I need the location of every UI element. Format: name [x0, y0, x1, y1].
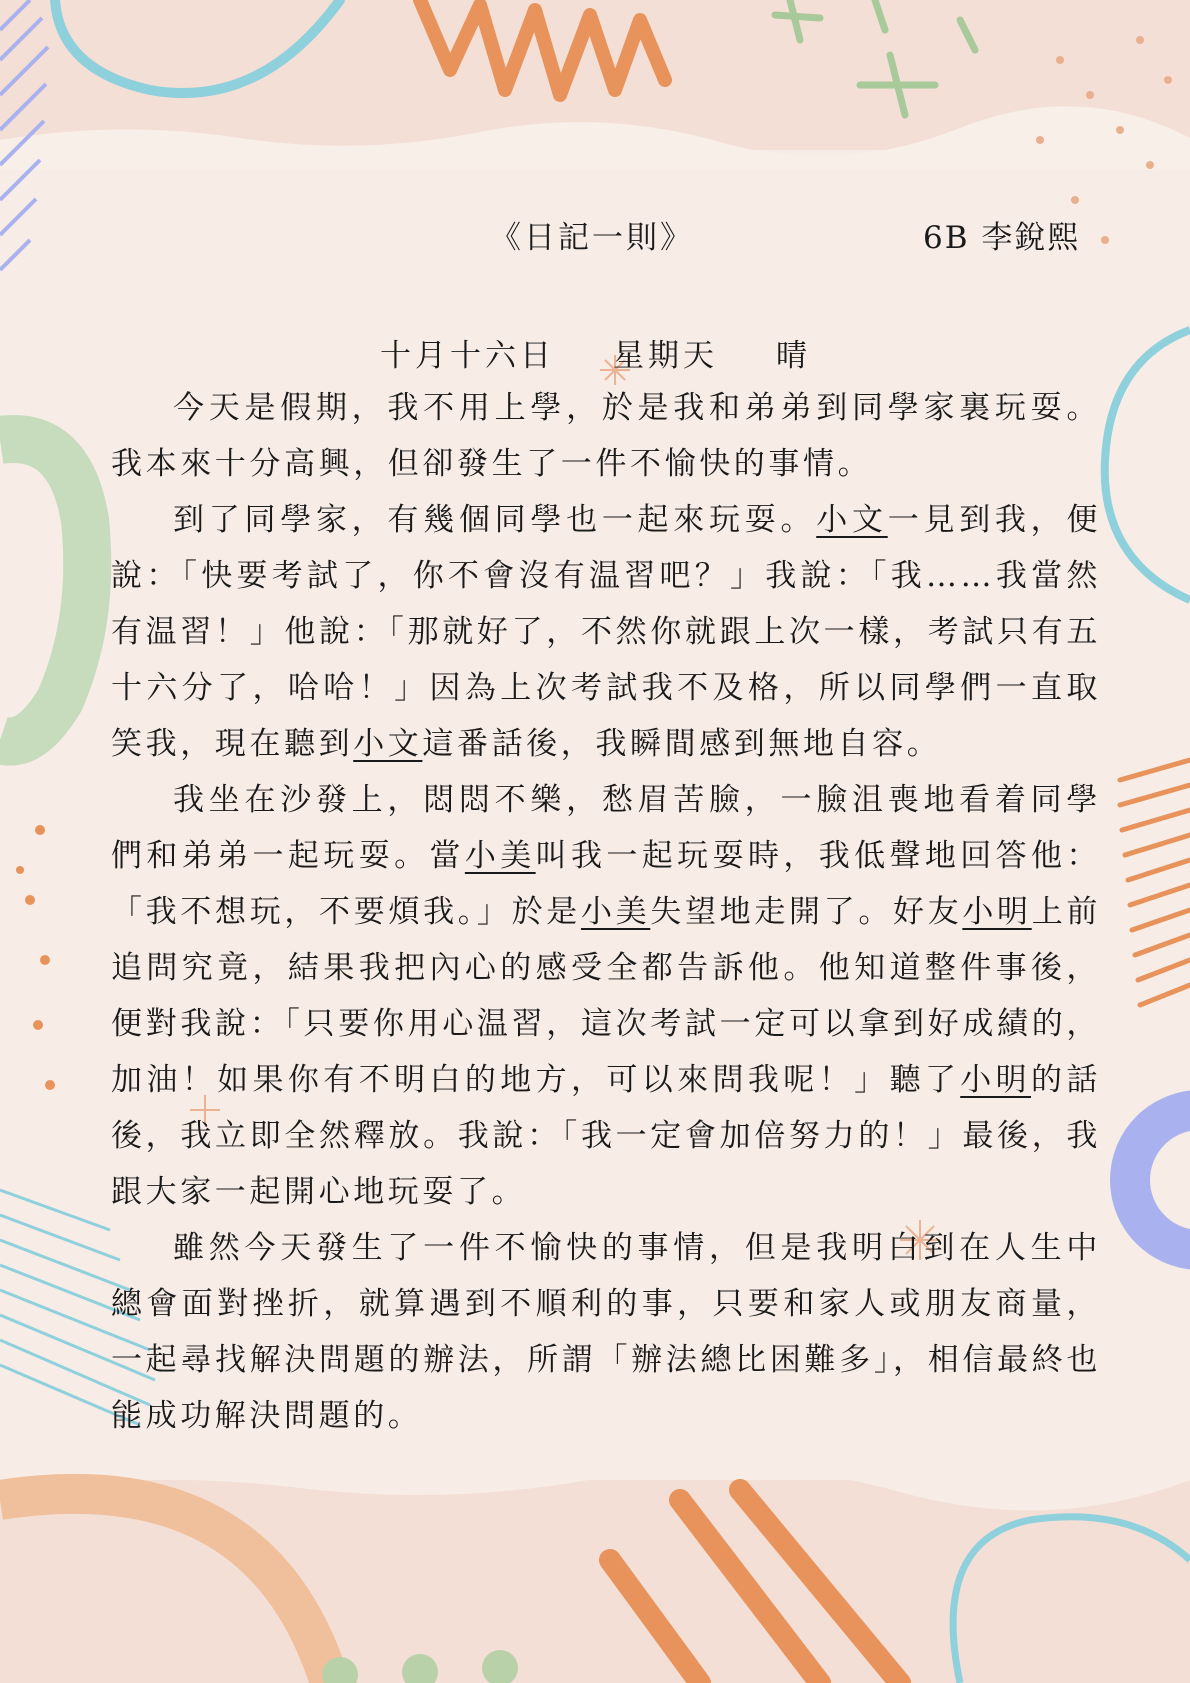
- diary-title: 《日記一則》: [490, 220, 694, 256]
- diary-paragraph: [111, 772, 1101, 1220]
- diary-body: [111, 380, 1101, 1444]
- paragraph-text: 我坐在沙發上，悶悶不樂，愁眉苦臉，一臉沮喪地看着同學們和弟弟一起玩耍。當: [111, 782, 1101, 874]
- paragraph-text: 的話後，我立即全然釋放。我說：「我一定會加倍努力的！」最後，我跟大家一起開心地玩耍了。: [111, 1062, 1102, 1210]
- underlined-name: 小明: [962, 894, 1032, 930]
- paragraph-text: 這番話後，我瞬間感到無地自容。: [422, 726, 942, 762]
- weekday-text: 星期天: [613, 338, 718, 374]
- date-text: 十月十六日: [380, 338, 555, 374]
- paragraph-text: 雖然今天發生了一件不愉快的事情，但是我明白到在人生中總會面對挫折，就算遇到不順利的事，只要和家人或朋友商量，一起尋找解決問題的辦法，所謂「辦法總比困難多」，相信最終也能成功解決問題的。: [111, 1230, 1101, 1434]
- weather-text: 晴: [776, 338, 811, 374]
- underlined-name: 小明: [960, 1062, 1032, 1098]
- underlined-name: 小文: [816, 502, 888, 538]
- dateline: [380, 330, 811, 375]
- paragraph-text: 失望地走開了。好友: [650, 894, 963, 930]
- paragraph-text: 一見到我，便說：「快要考試了，你不會沒有温習吧？」我說：「我……我當然有温習！」他說：「那就好了，不然你就跟上次一樣，考試只有五十六分了，哈哈！」因為上次考試我不及格，所以同學們一直取笑我，現在聽到: [111, 502, 1101, 762]
- diary-paragraph: [111, 492, 1101, 772]
- paragraph-text: 上前追問究竟，結果我把內心的感受全都告訴他。他知道整件事後，便對我說：「只要你用心温習，這次考試一定可以拿到好成績的，加油！如果你有不明白的地方，可以來問我呢！」聽了: [111, 894, 1102, 1098]
- diary-paragraph: [111, 1220, 1101, 1444]
- underlined-name: 小文: [353, 726, 423, 762]
- underlined-name: 小美: [464, 838, 536, 874]
- paragraph-text: 今天是假期，我不用上學，於是我和弟弟到同學家裏玩耍。我本來十分高興，但卻發生了一件不愉快的事情。: [111, 390, 1101, 482]
- paragraph-text: 叫我一起玩耍時，我低聲地回答他：「我不想玩，不要煩我。」於是: [111, 838, 1102, 930]
- paragraph-text: 到了同學家，有幾個同學也一起來玩耍。: [173, 502, 817, 538]
- author-class-name: 6B 李銳熙: [923, 220, 1081, 256]
- diary-paragraph: [111, 380, 1101, 492]
- underlined-name: 小美: [580, 894, 651, 930]
